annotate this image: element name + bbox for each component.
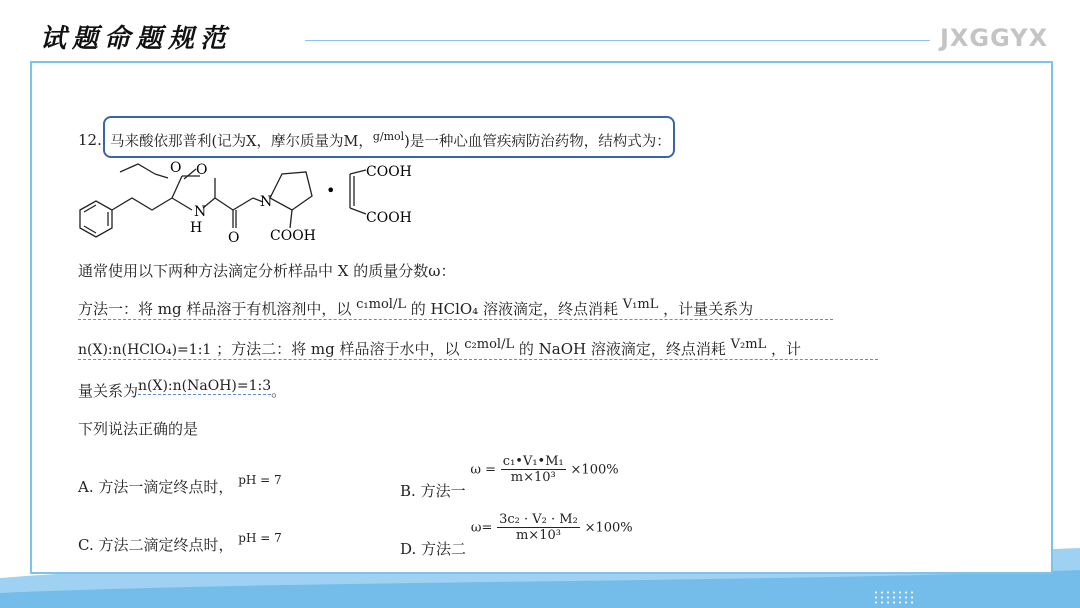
- ester-oxygen-label: O: [170, 160, 182, 176]
- amide-oxygen-label: O: [228, 230, 240, 246]
- intro-line: 通常使用以下两种方法滴定分析样品中 X 的质量分数ω：: [78, 262, 456, 280]
- option-d-label: D.: [400, 539, 417, 558]
- brand-logo: JXGGYX: [940, 24, 1049, 52]
- method2-volume: V₂mL: [730, 337, 767, 352]
- slide-title: 试题命题规范: [40, 24, 233, 54]
- option-d-denominator: m×10³: [515, 528, 561, 543]
- option-b-label: B.: [400, 481, 416, 500]
- maleic-cooh-bottom: COOH: [366, 210, 412, 226]
- option-c[interactable]: [78, 531, 282, 555]
- stem-end: )是一种心血管疾病防治药物，结构式为：: [404, 134, 671, 150]
- proline-cooh-label: COOH: [270, 228, 316, 244]
- method1-conc: c₁mol/L: [356, 297, 406, 312]
- method1-text: 方法一：将 mg 样品溶于有机溶剂中，以: [78, 300, 352, 318]
- ratio2-formula: n(X):n(NaOH)=1:3: [138, 378, 272, 394]
- option-a[interactable]: [78, 473, 282, 497]
- option-c-math: pH = 7: [238, 531, 282, 545]
- option-d[interactable]: [400, 512, 633, 558]
- method2-reagent: 的 NaOH 溶液滴定，终点消耗: [518, 340, 726, 358]
- option-b-tail: ×100%: [570, 462, 619, 478]
- ratio1-formula: n(X):n(HClO₄)=1:1: [78, 342, 212, 358]
- option-b-denominator: m×10³: [510, 470, 556, 485]
- stem-text: 马来酸依那普利(记为X，摩尔质量为M，: [110, 134, 373, 150]
- amine-h-label: H: [190, 220, 203, 236]
- option-b-lhs: ω =: [470, 462, 497, 478]
- option-a-math: pH = 7: [238, 473, 282, 487]
- question-prompt: 下列说法正确的是: [78, 420, 199, 438]
- option-a-label: A.: [78, 478, 94, 496]
- amine-n-label: N: [194, 204, 207, 220]
- method2-tail: ，计: [770, 340, 801, 358]
- option-d-numerator: 3c₂ · V₂ · M₂: [499, 512, 578, 527]
- ratio2-period: 。: [271, 382, 287, 400]
- option-d-fraction: [497, 512, 580, 543]
- header-divider: [305, 40, 930, 41]
- option-d-tail: ×100%: [584, 520, 633, 536]
- option-a-text: 方法一滴定终点时，: [98, 478, 234, 496]
- proline-n-label: N: [260, 194, 273, 210]
- option-c-text: 方法二滴定终点时，: [98, 536, 234, 554]
- question-number: 12.: [78, 131, 102, 149]
- structural-formula: [70, 158, 430, 248]
- stem-unit: g/mol: [372, 130, 405, 144]
- maleic-cooh-top: COOH: [366, 164, 412, 180]
- option-d-lhs: ω=: [470, 520, 493, 536]
- method1-line: [78, 298, 833, 320]
- option-b-text: 方法一: [420, 481, 466, 500]
- salt-dot: •: [326, 181, 336, 200]
- method1-volume: V₁mL: [622, 297, 659, 312]
- method2-text: ；方法二：将 mg 样品溶于水中，以: [216, 340, 460, 358]
- option-c-label: C.: [78, 536, 94, 554]
- option-b[interactable]: [400, 454, 619, 500]
- option-b-fraction: [501, 454, 566, 485]
- relation-line: [78, 380, 286, 401]
- method2-line: [78, 338, 878, 360]
- method2-conc: c₂mol/L: [464, 337, 515, 352]
- decorative-dots: [873, 590, 917, 606]
- option-b-numerator: c₁•V₁•M₁: [502, 454, 564, 469]
- carbonyl-oxygen-label: O: [196, 162, 208, 178]
- method1-reagent: 的 HClO₄ 溶液滴定，终点消耗: [410, 300, 618, 318]
- method2-relation: 量关系为: [78, 382, 139, 400]
- option-d-text: 方法二: [421, 539, 467, 558]
- question-stem: [110, 130, 671, 151]
- method1-relation: ，计量关系为: [663, 300, 754, 318]
